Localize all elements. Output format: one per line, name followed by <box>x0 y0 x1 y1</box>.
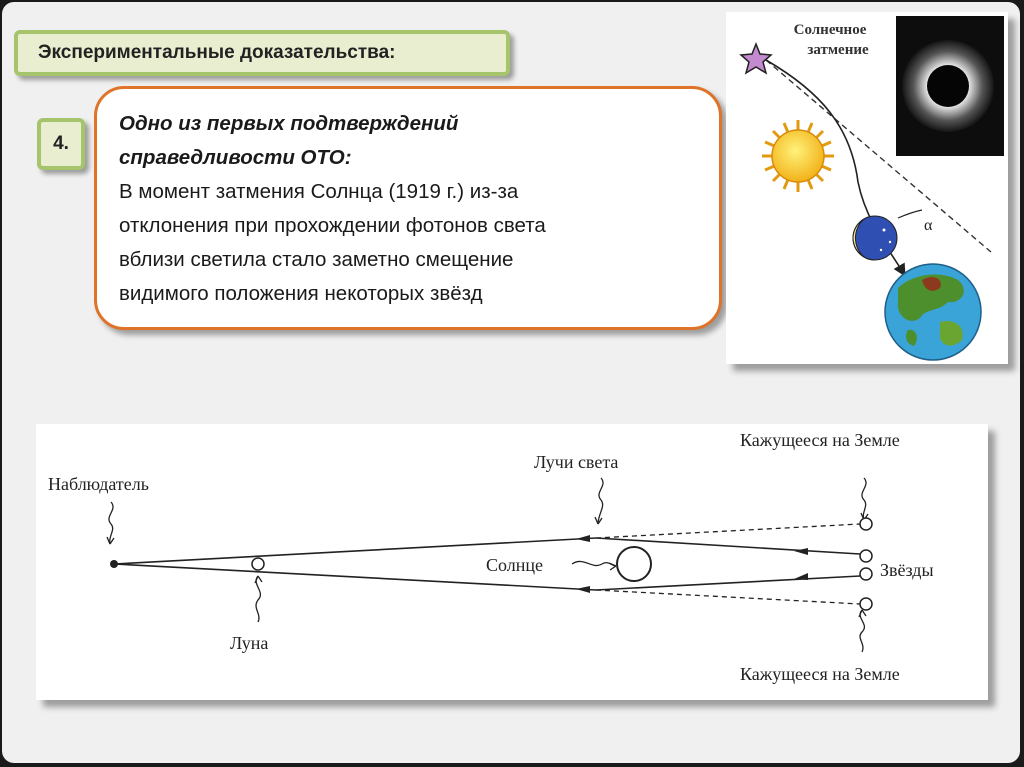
apparent-star-bottom <box>860 598 872 610</box>
card-heading-line-1: Одно из первых подтверждений <box>119 112 459 135</box>
moon-icon <box>853 216 897 260</box>
apparent-bottom-label: Кажущееся на Земле <box>740 664 900 684</box>
apparent-bottom-pointer <box>860 610 864 652</box>
light-deflection-diagram <box>36 424 988 700</box>
apparent-star-top <box>860 518 872 530</box>
moon-pointer <box>256 576 260 622</box>
slide-title-box <box>14 30 510 76</box>
star-icon <box>741 44 771 73</box>
observer-pointer <box>109 502 113 544</box>
card-heading-line-2: справедливости ОТО: <box>119 146 352 169</box>
card-body-line-4: видимого положения некоторых звёзд <box>119 282 483 305</box>
eclipse-label-line-1: Солнечное <box>793 22 867 38</box>
card-body-line-3: вблизи светила стало заметно смещение <box>119 248 514 271</box>
lower-apparent-ray <box>596 590 860 604</box>
slide-title: Экспериментальные доказательства: <box>38 42 396 63</box>
ray-arrow-1 <box>794 548 808 555</box>
upper-apparent-ray <box>596 524 860 538</box>
sun-circle <box>617 547 651 581</box>
angle-label: α <box>924 217 933 234</box>
ray-arrow-3 <box>576 535 590 542</box>
rays-pointer <box>598 478 603 524</box>
eclipse-figure <box>726 12 1008 364</box>
rays-label: Лучи света <box>534 452 619 472</box>
moon-circle <box>252 558 264 570</box>
card-body-line-1: В момент затмения Солнца (1919 г.) из-за <box>119 180 519 203</box>
sun-icon <box>762 120 834 192</box>
angle-arc <box>898 210 922 218</box>
observer-label: Наблюдатель <box>48 474 149 494</box>
eclipse-disk <box>927 65 969 107</box>
moon-label: Луна <box>230 633 269 653</box>
eclipse-illustration <box>726 12 1008 364</box>
ray-arrow-2 <box>794 573 808 580</box>
deflection-schematic <box>36 424 988 700</box>
observer-point <box>110 560 118 568</box>
card-body-line-2: отклонения при прохождении фотонов света <box>119 214 546 237</box>
sun-label: Солнце <box>486 555 544 575</box>
earth-icon <box>885 264 981 360</box>
star-1 <box>860 550 872 562</box>
item-number: 4. <box>53 133 69 154</box>
eclipse-label-line-2: затмение <box>807 42 869 58</box>
ray-arrow-4 <box>576 586 590 593</box>
apparent-top-pointer <box>862 478 866 520</box>
explanation-card <box>94 86 722 330</box>
stars-label: Звёзды <box>880 560 934 580</box>
item-number-box <box>37 118 85 170</box>
apparent-top-label: Кажущееся на Земле <box>740 430 900 450</box>
star-2 <box>860 568 872 580</box>
